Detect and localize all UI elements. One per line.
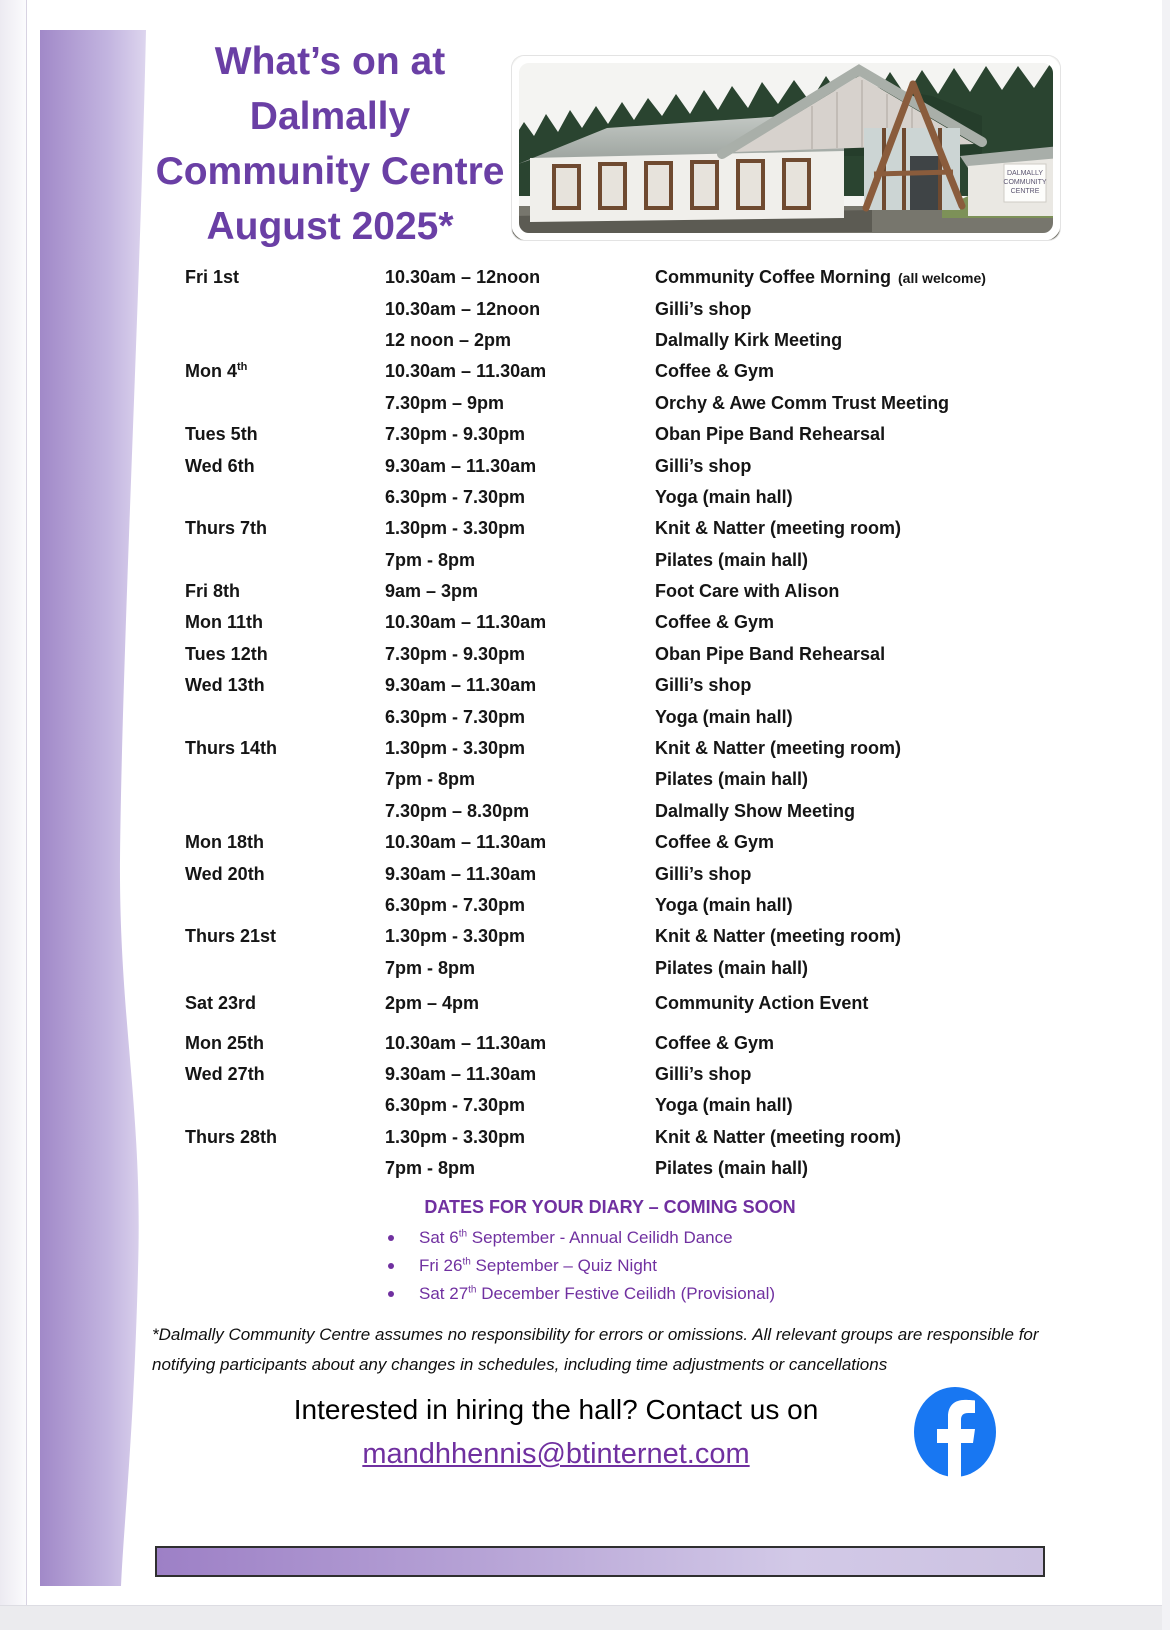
building-photo-art	[512, 56, 1060, 240]
diary-list	[388, 1224, 775, 1308]
row-time: 10.30am – 11.30am	[385, 361, 547, 382]
facebook-icon[interactable]	[911, 1385, 999, 1479]
row-time: 9.30am – 11.30am	[385, 675, 537, 696]
row-note: (all welcome)	[898, 270, 986, 287]
row-event: Yoga (main hall)	[655, 486, 793, 507]
row-day: Sat 23rd	[185, 993, 257, 1014]
building-photo	[512, 56, 1060, 240]
row-event: Foot Care with Alison	[655, 581, 840, 602]
page-title	[138, 34, 522, 254]
row-event: Yoga (main hall)	[655, 706, 793, 727]
page-edge-right	[1162, 0, 1170, 1630]
email-line	[150, 1438, 962, 1471]
row-event: Coffee & Gym	[655, 612, 775, 633]
svg-text:COMMUNITY: COMMUNITY	[1003, 179, 1047, 186]
disclaimer-text: *Dalmally Community Centre assumes no responsibility for errors or omissions. All relevant groups are responsible for notifying participants about any changes in schedules, including time adjustments or cancellations	[152, 1325, 1039, 1374]
table-row	[185, 419, 1070, 450]
row-event: Gilli’s shop	[655, 298, 752, 319]
row-event: Dalmally Kirk Meeting	[655, 329, 843, 350]
row-time: 7.30pm - 9.30pm	[385, 643, 526, 664]
title-line-3: Community Centre	[155, 150, 505, 193]
row-event: Coffee & Gym	[655, 1032, 775, 1053]
row-event: Pilates (main hall)	[655, 769, 809, 790]
row-time: 10.30am – 12noon	[385, 267, 541, 288]
row-event: Orchy & Awe Comm Trust Meeting	[655, 392, 950, 413]
table-row	[185, 450, 1070, 481]
row-day: Thurs 7th	[185, 518, 268, 539]
row-day: Mon 11th	[185, 612, 264, 633]
diary-item-text: Fri 26th September – Quiz Night	[419, 1256, 657, 1275]
row-time: 7.30pm – 9pm	[385, 392, 505, 413]
row-time: 1.30pm - 3.30pm	[385, 738, 526, 759]
table-row	[185, 576, 1070, 607]
row-event: Community Coffee Morning (all welcome)	[655, 267, 986, 288]
row-event: Oban Pipe Band Rehearsal	[655, 424, 886, 445]
table-row	[185, 953, 1070, 984]
diary-item	[388, 1280, 775, 1308]
row-day: Thurs 14th	[185, 738, 278, 759]
row-time: 10.30am – 11.30am	[385, 832, 547, 853]
row-time: 1.30pm - 3.30pm	[385, 518, 526, 539]
table-row	[185, 545, 1070, 576]
table-row	[185, 639, 1070, 670]
table-row	[185, 262, 1070, 293]
row-event: Gilli’s shop	[655, 863, 752, 884]
row-time: 7pm - 8pm	[385, 769, 476, 790]
table-row	[185, 988, 1070, 1019]
table-row	[185, 325, 1070, 356]
row-day: Wed 20th	[185, 863, 265, 884]
row-time: 7pm - 8pm	[385, 957, 476, 978]
row-time: 2pm – 4pm	[385, 993, 480, 1014]
row-time: 7pm - 8pm	[385, 549, 476, 570]
row-day: Wed 27th	[185, 1063, 265, 1084]
row-time: 7.30pm – 8.30pm	[385, 800, 530, 821]
row-day: Mon 25th	[185, 1032, 264, 1053]
page-edge-bottom	[0, 1605, 1170, 1630]
title-line-4: August 2025*	[206, 205, 454, 248]
row-event: Dalmally Show Meeting	[655, 800, 856, 821]
table-row	[185, 293, 1070, 324]
row-event: Pilates (main hall)	[655, 957, 809, 978]
row-time: 9.30am – 11.30am	[385, 1063, 537, 1084]
row-event: Yoga (main hall)	[655, 895, 793, 915]
row-time: 6.30pm - 7.30pm	[385, 706, 526, 727]
table-row	[185, 701, 1070, 732]
table-row	[185, 482, 1070, 513]
row-day: Mon 18th	[185, 832, 264, 853]
row-time: 6.30pm - 7.30pm	[385, 895, 526, 915]
row-event: Knit & Natter (meeting room)	[655, 1126, 902, 1147]
row-day: Wed 13th	[185, 675, 265, 696]
row-day: Tues 5th	[185, 424, 258, 445]
table-row	[185, 388, 1070, 419]
table-row	[185, 796, 1070, 827]
bullet-icon	[388, 1291, 394, 1297]
row-event: Oban Pipe Band Rehearsal	[655, 643, 886, 664]
row-day: Thurs 28th	[185, 1126, 278, 1147]
table-row	[185, 827, 1070, 858]
table-row	[185, 607, 1070, 638]
bullet-icon	[388, 1263, 394, 1269]
row-time: 12 noon – 2pm	[385, 329, 512, 350]
row-time: 10.30am – 11.30am	[385, 612, 547, 633]
row-time: 1.30pm - 3.30pm	[385, 1126, 526, 1147]
row-day: Fri 1st	[185, 267, 240, 288]
table-row	[185, 670, 1070, 701]
diary-heading: DATES FOR YOUR DIARY – COMING SOON	[424, 1197, 796, 1217]
row-event: Yoga (main hall)	[655, 1095, 793, 1116]
row-event: Knit & Natter (meeting room)	[655, 926, 902, 947]
row-time: 9.30am – 11.30am	[385, 863, 537, 884]
table-row	[185, 733, 1070, 764]
row-event: Knit & Natter (meeting room)	[655, 738, 902, 759]
bullet-icon	[388, 1235, 394, 1241]
row-event: Community Action Event	[655, 993, 869, 1014]
row-day: Tues 12th	[185, 643, 268, 664]
row-day: Fri 8th	[185, 581, 241, 602]
row-event: Coffee & Gym	[655, 832, 775, 853]
page-edge-left	[0, 0, 27, 1606]
row-event: Knit & Natter (meeting room)	[655, 518, 902, 539]
row-time: 10.30am – 12noon	[385, 298, 541, 319]
row-event: Gilli’s shop	[655, 675, 752, 696]
table-row	[185, 858, 1070, 889]
row-time: 7.30pm - 9.30pm	[385, 424, 526, 445]
row-event: Pilates (main hall)	[655, 549, 809, 570]
table-row	[185, 513, 1070, 544]
row-day: Thurs 21st	[185, 926, 277, 947]
title-line-1: What’s on at	[214, 40, 446, 83]
diary-item	[388, 1252, 775, 1280]
row-time: 1.30pm - 3.30pm	[385, 926, 526, 947]
row-time: 9am – 3pm	[385, 581, 479, 602]
row-event: Coffee & Gym	[655, 361, 775, 382]
title-line-2: Dalmally	[249, 95, 411, 138]
row-time: 7pm - 8pm	[385, 1158, 476, 1179]
row-day: Wed 6th	[185, 455, 255, 476]
table-row	[185, 921, 1070, 952]
row-time: 6.30pm - 7.30pm	[385, 1095, 526, 1116]
email-link[interactable]: mandhhennis@btinternet.com	[362, 1438, 750, 1470]
table-row	[185, 1090, 1070, 1121]
row-time: 6.30pm - 7.30pm	[385, 486, 526, 507]
row-time: 9.30am – 11.30am	[385, 455, 537, 476]
hire-text: Interested in hiring the hall? Contact us on	[293, 1394, 819, 1425]
row-event: Gilli’s shop	[655, 1063, 752, 1084]
table-row	[185, 1153, 1070, 1184]
diary-item	[388, 1224, 775, 1252]
building-sign	[1003, 164, 1046, 202]
row-event: Gilli’s shop	[655, 455, 752, 476]
table-row	[185, 764, 1070, 795]
table-row	[185, 1122, 1070, 1153]
table-row	[185, 356, 1070, 387]
table-row	[185, 890, 1070, 921]
row-time: 10.30am – 11.30am	[385, 1032, 547, 1053]
row-day: Mon 4th	[185, 361, 248, 382]
table-row	[185, 1059, 1070, 1090]
diary-item-text: Sat 6th September - Annual Ceilidh Dance	[419, 1228, 733, 1247]
bottom-accent-bar	[155, 1546, 1045, 1577]
schedule-table	[185, 262, 1070, 1184]
svg-text:DALMALLY: DALMALLY	[1006, 170, 1044, 177]
row-event: Pilates (main hall)	[655, 1158, 809, 1179]
diary-item-text: Sat 27th December Festive Ceilidh (Provisional)	[419, 1284, 776, 1303]
table-row	[185, 1027, 1070, 1058]
svg-text:CENTRE: CENTRE	[1010, 188, 1040, 195]
